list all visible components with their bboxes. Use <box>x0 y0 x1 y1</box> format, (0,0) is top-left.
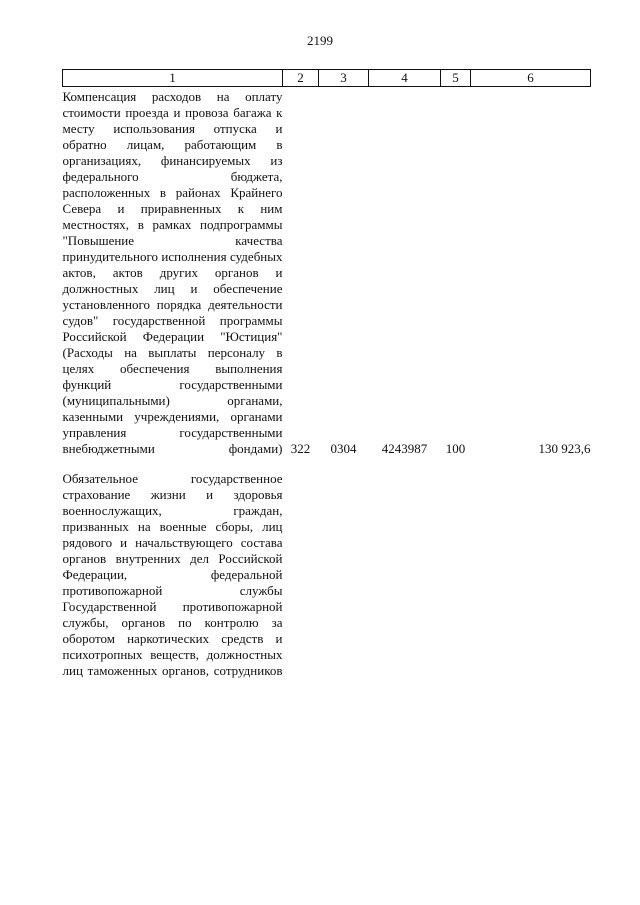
table-row <box>63 87 591 458</box>
row-col-6: 130 923,6 <box>538 441 591 456</box>
header-col-1: 1 <box>63 70 283 87</box>
row-col-5: 100 <box>445 441 466 456</box>
header-col-4: 4 <box>369 70 441 87</box>
header-col-5: 5 <box>441 70 471 87</box>
row-col-2 <box>283 457 319 679</box>
row-col-2: 322 <box>290 441 311 456</box>
header-col-2: 2 <box>283 70 319 87</box>
row-col-4 <box>369 457 441 679</box>
table-row <box>63 457 591 679</box>
row-col-3: 0304 <box>330 441 357 456</box>
header-col-6: 6 <box>471 70 591 87</box>
row-col-6 <box>471 457 591 679</box>
row-col-5 <box>441 457 471 679</box>
row-description <box>63 457 283 679</box>
row-col-3 <box>319 457 369 679</box>
row-description-text: Обязательное государственное страхование жизни и здоровья военнослужащих, граждан, призванных на военные сборы, лиц рядового и начальствующего состава органов внутренних дел Российской Федерации, федеральной противопожарной службы Государственной противопожарной службы, органов по контролю за оборотом наркотических средств и психотропных веществ, должностных лиц таможенных органов, сотрудников <box>62 471 283 678</box>
row-description <box>63 87 283 458</box>
row-col-4: 4243987 <box>381 441 428 456</box>
table-header-row <box>63 70 591 87</box>
page-number: 2199 <box>307 33 333 48</box>
row-description-text: Компенсация расходов на оплату стоимости проезда и провоза багажа к месту использования отпуска и обратно лицам, работающим в организациях, финансируемых из федерального бюджета, расположенных в районах Крайнего Севера и приравненных к ним местностях, в рамках подпрограммы "Повышение качества принудительного исполнения судебных актов, актов других органов и должностных лиц и обеспечение установленного порядка деятельности судов" государственной программы Российской Федерации "Юстиция" (Расходы на выплаты персоналу в целях обеспечения выполнения функций государственными (муниципальными) органами, казенными учреждениями, органами управления государственными внебюджетными фондами) <box>62 89 283 456</box>
budget-table <box>62 69 591 679</box>
header-col-3: 3 <box>319 70 369 87</box>
